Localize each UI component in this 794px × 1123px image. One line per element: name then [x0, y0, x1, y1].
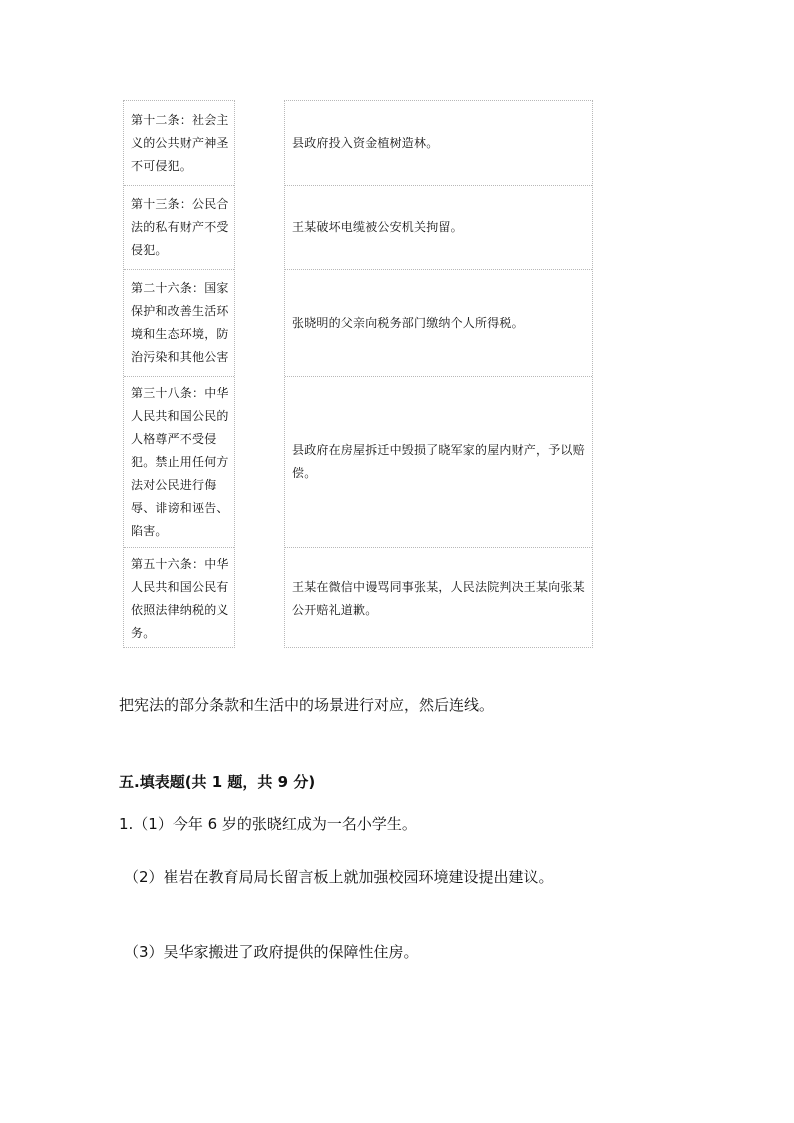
section-title: 五.填表题(共 1 题，共 9 分) — [119, 773, 316, 791]
scenario-text: 县政府投入资金植树造林。 — [292, 135, 439, 150]
article-text: 第二十六条：国家保护和改善生活环境和生态环境，防治污染和其他公害 — [131, 281, 229, 364]
scenario-text: 王某破坏电缆被公安机关拘留。 — [292, 220, 463, 234]
matching-instruction: 把宪法的部分条款和生活中的场景进行对应，然后连线。 — [119, 696, 495, 714]
question-item: （3）吴华家搬进了政府提供的保障性住房。 — [124, 943, 419, 961]
scenario-cell — [285, 377, 592, 548]
article-cell — [124, 186, 234, 270]
article-text: 第十三条：公民合法的私有财产不受侵犯。 — [131, 197, 229, 257]
question-item: （2）崔岩在教育局局长留言板上就加强校园环境建设提出建议。 — [124, 868, 554, 886]
scenario-cell — [285, 270, 592, 377]
scenario-cell — [285, 186, 592, 270]
article-text: 第五十六条：中华人民共和国公民有依照法律纳税的义务。 — [131, 556, 229, 640]
life-scenarios-table — [284, 100, 593, 648]
article-cell — [124, 101, 234, 186]
scenario-text: 王某在微信中谩骂同事张某，人民法院判决王某向张某公开赔礼道歉。 — [292, 579, 585, 617]
constitution-articles-table — [123, 100, 235, 648]
article-cell — [124, 548, 234, 649]
question-item: 1.（1）今年 6 岁的张晓红成为一名小学生。 — [119, 815, 417, 833]
article-text: 第十二条：社会主义的公共财产神圣不可侵犯。 — [131, 112, 229, 173]
scenario-text: 张晓明的父亲向税务部门缴纳个人所得税。 — [292, 315, 524, 330]
article-cell — [124, 377, 234, 548]
scenario-cell — [285, 101, 592, 186]
article-cell — [124, 270, 234, 377]
article-text: 第三十八条：中华人民共和国公民的人格尊严不受侵犯。禁止用任何方法对公民进行侮辱、诽谤和诬告、陷害。 — [131, 385, 229, 538]
scenario-cell — [285, 548, 592, 649]
scenario-text: 县政府在房屋拆迁中毁损了晓军家的屋内财产，予以赔偿。 — [292, 443, 585, 480]
